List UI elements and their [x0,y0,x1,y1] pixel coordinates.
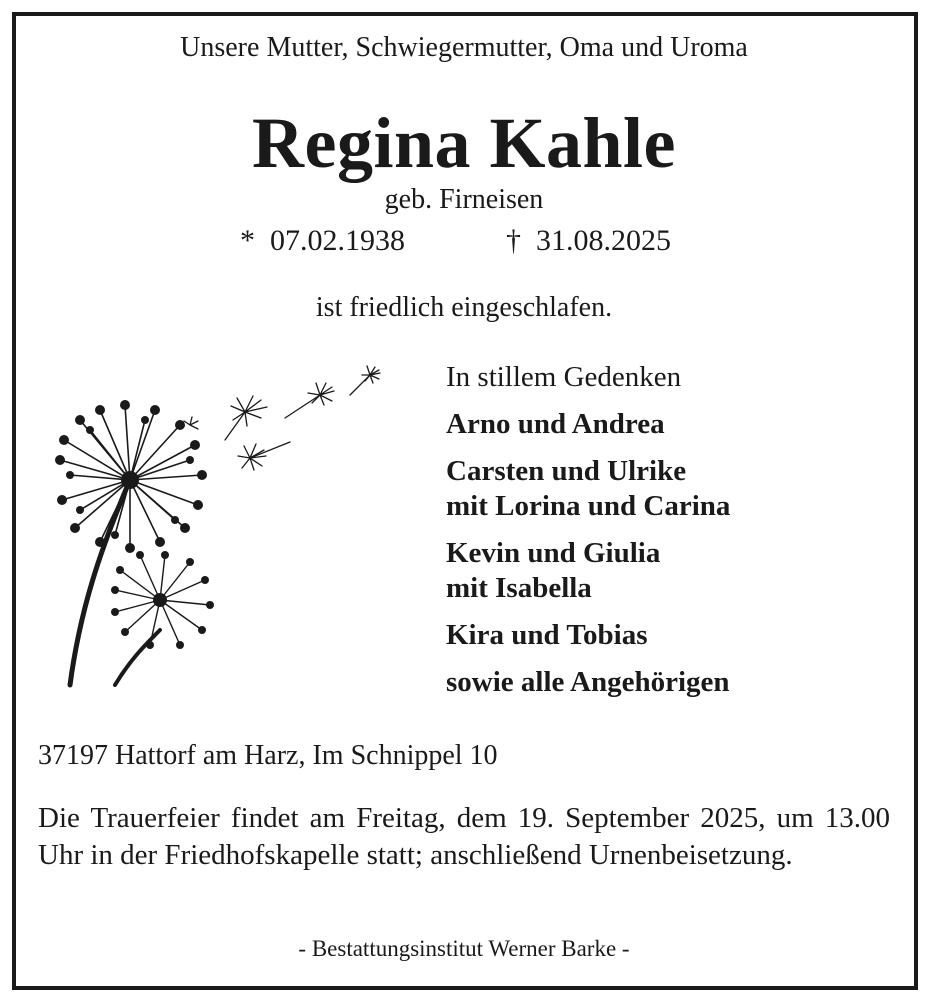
memory-line: In stillem Gedenken [446,361,682,393]
mourner-line: Arno und Andrea [446,408,665,440]
mourner-line: mit Lorina und Carina [446,490,731,522]
birth-date: 07.02.1938 [270,224,405,257]
birth-star-icon: * [240,224,255,257]
dandelion-icon [50,360,390,690]
dandelion-illustration [50,360,390,695]
passing-text: ist friedlich eingeschlafen. [315,292,613,323]
death-date: 31.08.2025 [536,224,671,257]
deceased-name: Regina Kahle [251,103,676,183]
maiden-name: geb. Firneisen [384,184,544,215]
mourner-group [446,665,730,700]
mourners-list [446,360,730,712]
address: 37197 Hattorf am Harz, Im Schnippel 10 [38,740,498,771]
ceremony-text: Die Trauerfeier findet am Freitag, dem 19. September 2025, um 13.00 Uhr in der Friedhofskapelle statt; anschließend Urnenbeisetzung. [38,802,890,871]
mourner-line: Kevin und Giulia [446,537,661,569]
mourner-line: Carsten und Ulrike [446,455,687,487]
mourner-line: mit Isabella [446,572,592,604]
mourner-group [446,454,730,524]
mourner-line: Kira und Tobias [446,619,648,651]
undertaker-line: - Bestattungsinstitut Werner Barke - [298,936,630,961]
mourner-group [446,536,730,606]
birth-line [240,224,405,258]
intro-line: Unsere Mutter, Schwiegermutter, Oma und Uroma [180,32,748,63]
death-line [506,224,671,258]
mourner-group [446,618,730,653]
mourner-group [446,407,730,442]
death-cross-icon: † [506,224,521,257]
mourner-line: sowie alle Angehörigen [446,666,730,698]
